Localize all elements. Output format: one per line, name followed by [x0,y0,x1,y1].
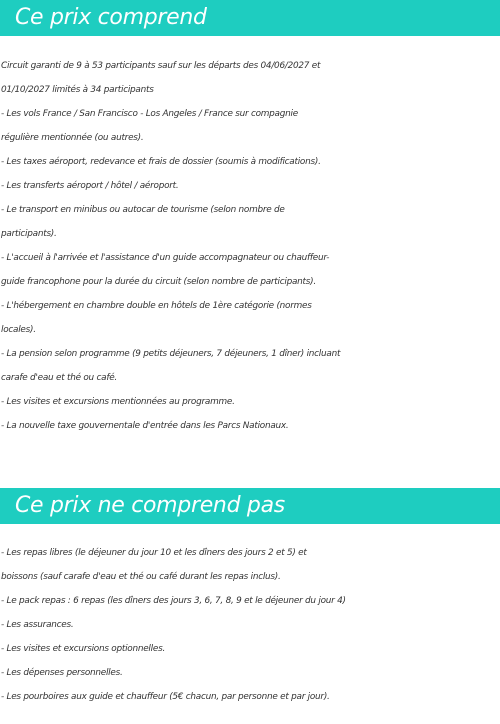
excluded-line: - Le pack repas : 6 repas (les dîners des jours 3, 6, 7, 8, 9 et le déjeuner du jour 4) [1,596,346,606]
excluded-line: - Les pourboires aux guide et chauffeur (5€ chacun, par personne et par jour). [1,692,330,702]
included-list [1,54,500,438]
excluded-line: - Les repas libres (le déjeuner du jour 10 et les dîners des jours 2 et 5) et [1,548,307,558]
included-line: - Les transferts aéroport / hôtel / aéroport. [1,181,179,191]
included-line: guide francophone pour la durée du circuit (selon nombre de participants). [1,277,316,287]
excluded-section-header [0,488,500,524]
included-line: - Le transport en minibus ou autocar de tourisme (selon nombre de [1,205,285,215]
included-line: carafe d'eau et thé ou café. [1,373,117,383]
included-line: - L'accueil à l'arrivée et l'assistance d'un guide accompagnateur ou chauffeur- [1,253,330,263]
included-section-title: Ce prix comprend [15,5,207,30]
excluded-line: boissons (sauf carafe d'eau et thé ou café durant les repas inclus). [1,572,281,582]
included-line: régulière mentionnée (ou autres). [1,133,144,143]
included-line: - Les taxes aéroport, redevance et frais de dossier (soumis à modifications). [1,157,321,167]
included-line: locales). [1,325,36,335]
included-line: Circuit garanti de 9 à 53 participants sauf sur les départs des 04/06/2027 et [1,61,321,71]
excluded-list [1,541,500,709]
included-line: participants). [1,229,57,239]
excluded-line: - Les visites et excursions optionnelles. [1,644,166,654]
included-line: 01/10/2027 limités à 34 participants [1,85,154,95]
included-section-header [0,0,500,36]
included-line: - Les vols France / San Francisco - Los Angeles / France sur compagnie [1,109,298,119]
included-line: - La nouvelle taxe gouvernentale d'entrée dans les Parcs Nationaux. [1,421,289,431]
excluded-line: - Les dépenses personnelles. [1,668,123,678]
excluded-section-title: Ce prix ne comprend pas [15,493,285,518]
included-line: - Les visites et excursions mentionnées au programme. [1,397,235,407]
included-line: - La pension selon programme (9 petits déjeuners, 7 déjeuners, 1 dîner) incluant [1,349,341,359]
excluded-line: - Les assurances. [1,620,74,630]
included-line: - L'hébergement en chambre double en hôtels de 1ère catégorie (normes [1,301,312,311]
